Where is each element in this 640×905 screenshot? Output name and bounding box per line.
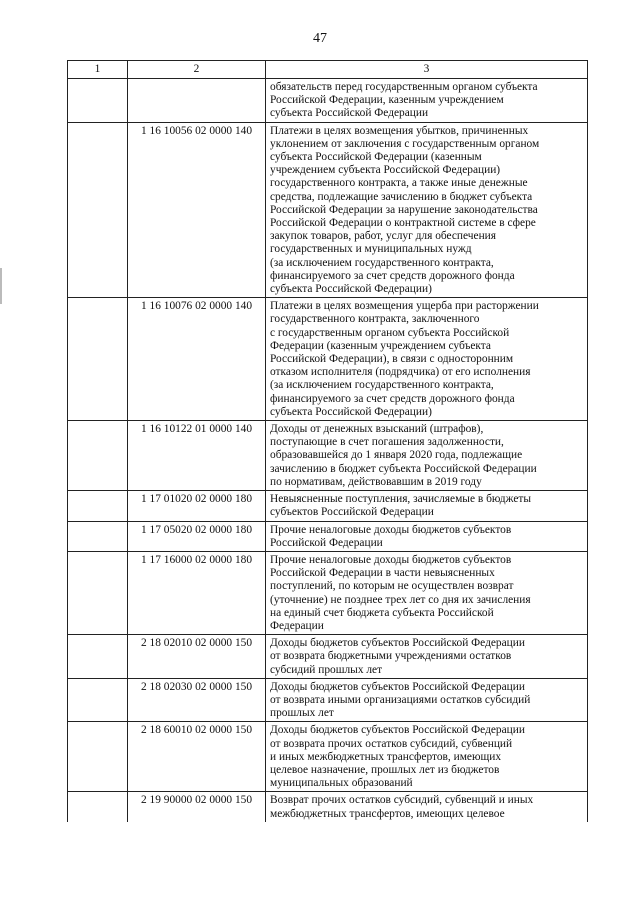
cell-description — [266, 722, 588, 792]
cell-description — [266, 635, 588, 679]
header-col-2: 2 — [128, 61, 266, 79]
cell-col-1 — [68, 491, 128, 521]
table-row — [68, 491, 588, 521]
description-text: Доходы бюджетов субъектов Российской Федерации от возврата прочих остатков субсидий, субвенций и иных межбюджетных трансфертов, имеющих целевое назначение, прошлых лет из бюджетов муниципальных образований — [270, 724, 525, 790]
description-text: Прочие неналоговые доходы бюджетов субъектов Российской Федерации — [270, 523, 512, 549]
cell-description — [266, 491, 588, 521]
cell-col-1 — [68, 79, 128, 123]
cell-description — [266, 298, 588, 421]
table-row — [68, 792, 588, 822]
table-row — [68, 635, 588, 679]
cell-code: 1 16 10122 01 0000 140 — [128, 421, 266, 491]
cell-col-1 — [68, 722, 128, 792]
description-text: Платежи в целях возмещения убытков, причиненных уклонением от заключения с государственным органом субъекта Российской Федерации (казенным учреждением субъекта Российской Федерации) государственного контракта, а также иные денежные средства, подлежащие зачислению в бюджет субъекта Российской Федерации за нарушение законодательства Российской Федерации о контрактной системе в сфере закупок товаров, работ, услуг для обеспечения государственных и муниципальных нужд (за исключением государственного контракта, финансируемого за счет средств дорожного фонда субъекта Российской Федерации) — [270, 124, 540, 296]
page-number: 47 — [313, 31, 327, 46]
cell-code: 1 17 05020 02 0000 180 — [128, 521, 266, 551]
cell-code: 2 18 02030 02 0000 150 — [128, 678, 266, 722]
description-text: Доходы от денежных взысканий (штрафов), поступающие в счет погашения задолженности, образовавшейся до 1 января 2020 года, подлежащие зачислению в бюджет субъекта Российской Федерации по нормативам, действовавшим в 2019 году — [270, 423, 537, 488]
table-row — [68, 298, 588, 421]
cell-code: 2 18 02010 02 0000 150 — [128, 635, 266, 679]
cell-code: 1 17 01020 02 0000 180 — [128, 491, 266, 521]
cell-col-1 — [68, 298, 128, 421]
cell-code — [128, 79, 266, 123]
cell-code: 2 19 90000 02 0000 150 — [128, 792, 266, 822]
header-col-1: 1 — [68, 61, 128, 79]
header-row — [68, 61, 588, 79]
cell-col-1 — [68, 551, 128, 634]
cell-col-1 — [68, 792, 128, 822]
header-col-3: 3 — [266, 61, 588, 79]
cell-code: 1 16 10056 02 0000 140 — [128, 122, 266, 298]
cell-col-1 — [68, 421, 128, 491]
cell-col-1 — [68, 678, 128, 722]
cell-col-1 — [68, 122, 128, 298]
table-row — [68, 122, 588, 298]
cell-description — [266, 792, 588, 822]
cell-description — [266, 521, 588, 551]
table-row — [68, 551, 588, 634]
cell-code: 1 16 10076 02 0000 140 — [128, 298, 266, 421]
table-row — [68, 678, 588, 722]
cell-description — [266, 79, 588, 123]
cell-code: 2 18 60010 02 0000 150 — [128, 722, 266, 792]
scan-margin-mark — [0, 268, 2, 304]
table-row — [68, 521, 588, 551]
cell-code: 1 17 16000 02 0000 180 — [128, 551, 266, 634]
cell-col-1 — [68, 635, 128, 679]
cell-description — [266, 551, 588, 634]
cell-description — [266, 421, 588, 491]
description-text: Доходы бюджетов субъектов Российской Федерации от возврата иными организациями остатков субсидий прошлых лет — [270, 680, 531, 720]
cell-description — [266, 678, 588, 722]
description-text: обязательств перед государственным органом субъекта Российской Федерации, казенным учреждением субъекта Российской Федерации — [270, 81, 538, 120]
description-text: Невыясненные поступления, зачисляемые в бюджеты субъектов Российской Федерации — [270, 493, 531, 519]
description-text: Доходы бюджетов субъектов Российской Федерации от возврата бюджетными учреждениями остатков субсидий прошлых лет — [270, 637, 525, 676]
revenue-codes-table — [67, 60, 588, 822]
description-text: Прочие неналоговые доходы бюджетов субъектов Российской Федерации в части невыясненных поступлений, по которым не осуществлен возврат (уточнение) не позднее трех лет со дня их зачисления на единый счет бюджета субъекта Российской Федерации — [270, 553, 531, 632]
description-text: Возврат прочих остатков субсидий, субвенций и иных межбюджетных трансфертов, имеющих целевое — [270, 794, 534, 820]
table-row — [68, 722, 588, 792]
table-row — [68, 421, 588, 491]
cell-description — [266, 122, 588, 298]
cell-col-1 — [68, 521, 128, 551]
description-text: Платежи в целях возмещения ущерба при расторжении государственного контракта, заключенного с государственным органом субъекта Российской Федерации (казенным учреждением субъекта Российской Федерации), в связи с односторонним отказом исполнителя (подрядчика) от его исполнения (за исключением государственного контракта, финансируемого за счет средств дорожного фонда субъекта Российской Федерации) — [270, 300, 539, 418]
table-row — [68, 79, 588, 123]
